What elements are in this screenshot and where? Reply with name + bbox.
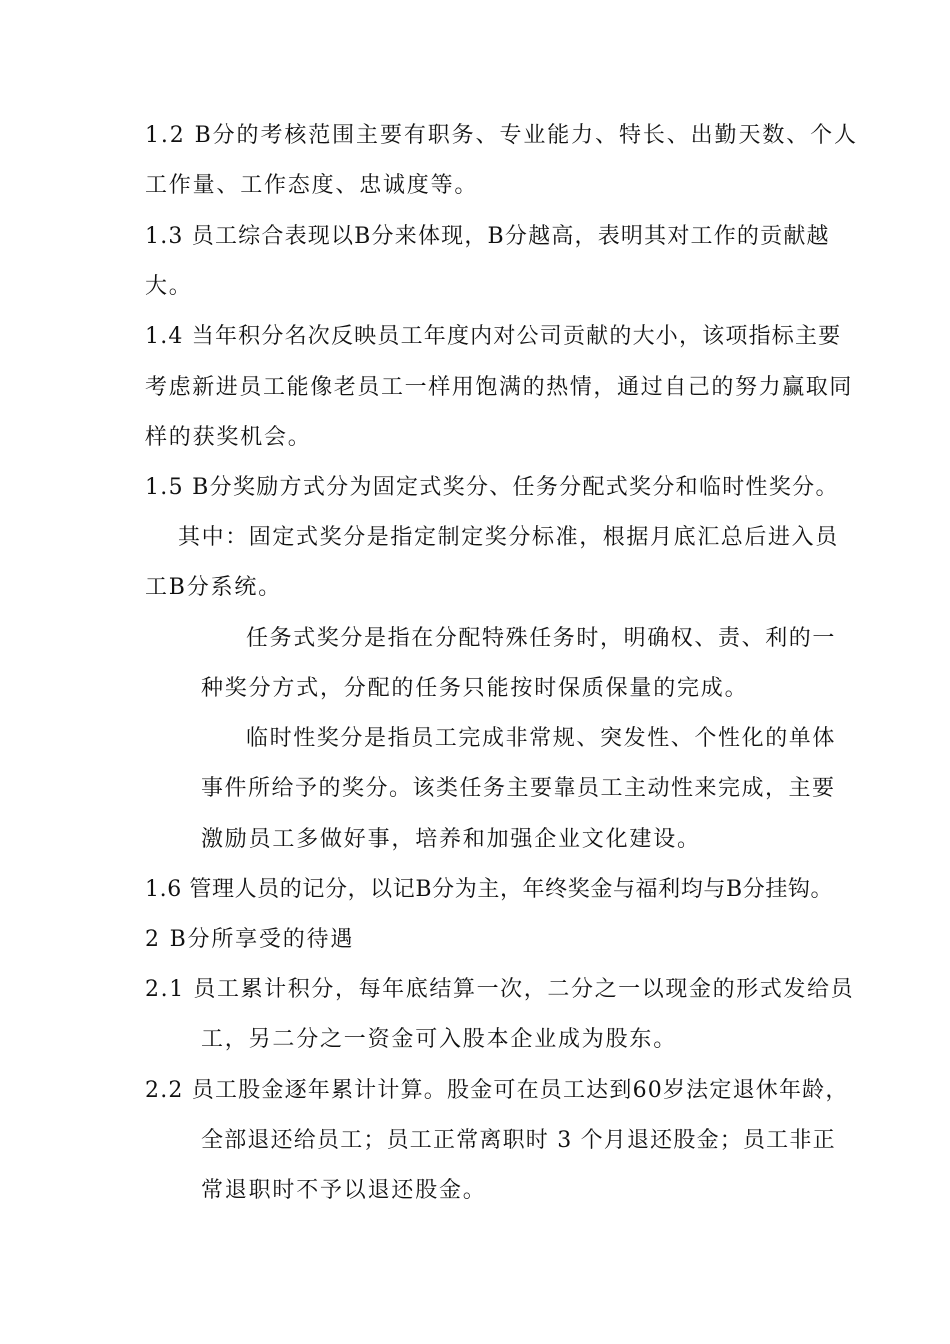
text-line: 2.1 员工累计积分，每年底结算一次，二分之一以现金的形式发给员 [145,977,855,1002]
text-line: 1.5 B分奖励方式分为固定式奖分、任务分配式奖分和临时性奖分。 [145,475,839,500]
text-line: 样的获奖机会。 [145,425,312,450]
text-line: 1.2 B分的考核范围主要有职务、专业能力、特长、出勤天数、个人 [145,123,858,148]
text-line: 临时性奖分是指员工完成非常规、突发性、个性化的单体 [246,726,837,751]
text-line: 激励员工多做好事，培养和加强企业文化建设。 [201,827,701,852]
text-line: 任务式奖分是指在分配特殊任务时，明确权、责、利的一 [246,626,837,651]
text-line: 全部退还给员工；员工正常离职时 3 个月退还股金；员工非正 [201,1128,836,1153]
text-line: 1.4 当年积分名次反映员工年度内对公司贡献的大小，该项指标主要 [145,324,842,349]
text-line: 1.6 管理人员的记分，以记B分为主，年终奖金与福利均与B分挂钩。 [145,877,834,902]
text-line: 其中：固定式奖分是指定制定奖分标准，根据月底汇总后进入员 [178,525,839,550]
text-line: 工B分系统。 [145,575,282,600]
text-line: 考虑新进员工能像老员工一样用饱满的热情，通过自己的努力赢取同 [145,375,854,400]
text-line: 大。 [145,274,193,299]
text-line: 工作量、工作态度、忠诚度等。 [145,173,479,198]
section-heading: 2 B分所享受的待遇 [145,927,355,952]
text-line: 2.2 员工股金逐年累计计算。股金可在员工达到60岁法定退休年龄， [145,1078,849,1103]
text-line: 1.3 员工综合表现以B分来体现，B分越高，表明其对工作的贡献越 [145,224,830,249]
text-line: 事件所给予的奖分。该类任务主要靠员工主动性来完成，主要 [201,776,836,801]
text-line: 种奖分方式，分配的任务只能按时保质保量的完成。 [201,676,749,701]
text-line: 工，另二分之一资金可入股本企业成为股东。 [201,1027,678,1052]
text-line: 常退职时不予以退还股金。 [201,1178,487,1203]
